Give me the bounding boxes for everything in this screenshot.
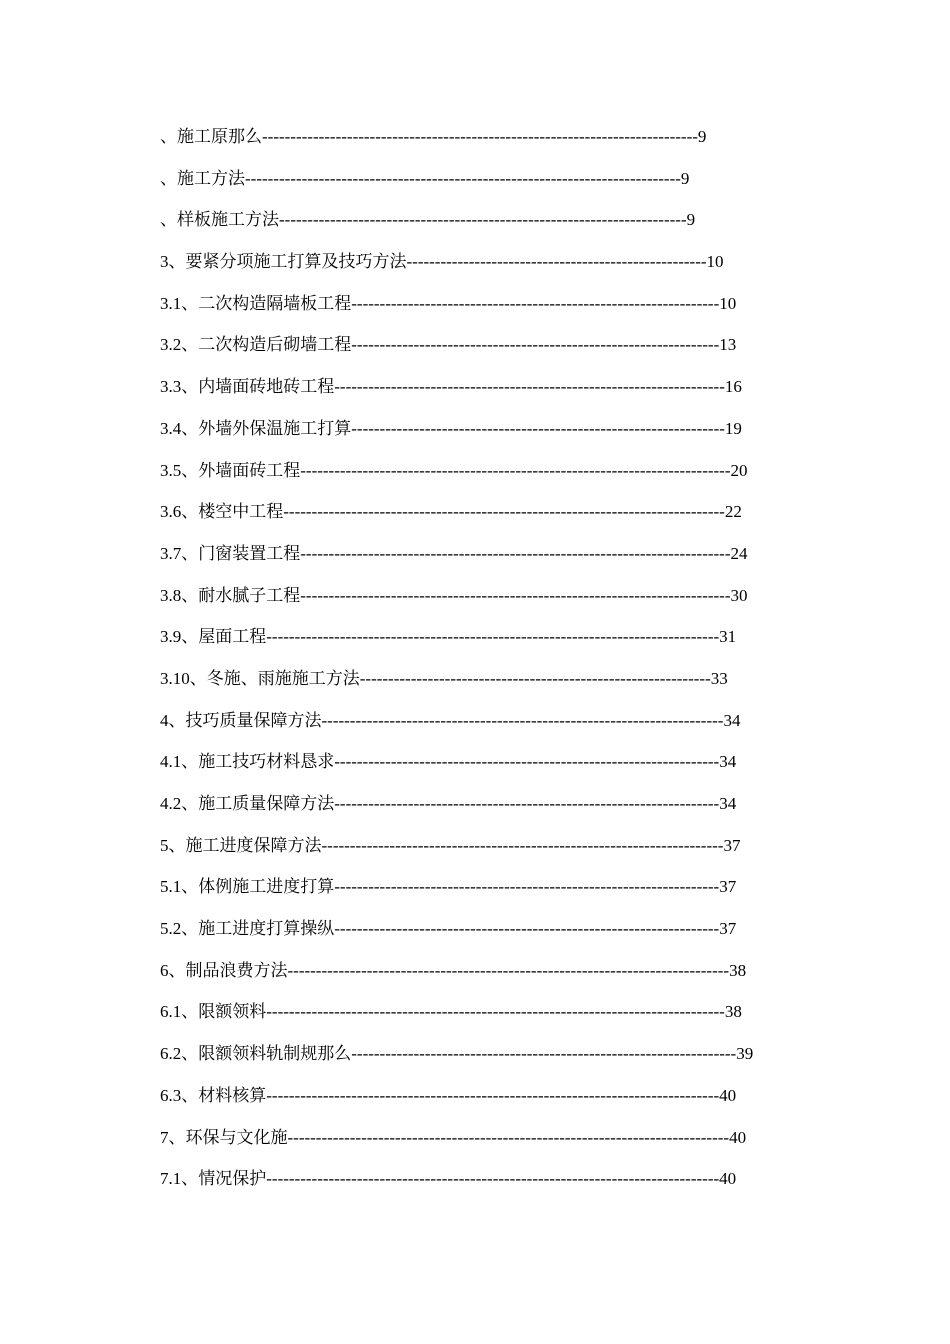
- toc-leader-dots: --------------------------------------------------------------------------------: [266, 1085, 720, 1105]
- toc-entry[interactable]: [160, 450, 860, 492]
- toc-page-number: 22: [724, 502, 742, 522]
- toc-entry-title: 6、制品浪费方法: [160, 960, 288, 980]
- toc-entry[interactable]: [160, 1117, 860, 1159]
- toc-entry-title: 3.6、楼空中工程: [160, 502, 284, 522]
- toc-entry-title: 3.5、外墙面砖工程: [160, 460, 301, 480]
- toc-leader-dots: ------------------------------------------------------------------: [351, 418, 725, 438]
- toc-leader-dots: --------------------------------------------------------------: [359, 668, 711, 688]
- toc-entry[interactable]: [160, 866, 860, 908]
- toc-page-number: 39: [736, 1044, 754, 1064]
- toc-leader-dots: ----------------------------------------------------------------------------: [300, 543, 731, 563]
- toc-leader-dots: -----------------------------------------------------------------------: [321, 710, 724, 730]
- toc-leader-dots: --------------------------------------------------------------------: [351, 1044, 737, 1064]
- toc-entry[interactable]: [160, 324, 860, 366]
- toc-page-number: 33: [710, 668, 728, 688]
- toc-page-number: 24: [730, 543, 748, 563]
- toc-leader-dots: -----------------------------------------------------------------: [351, 335, 720, 355]
- toc-leader-dots: ---------------------------------------------------------------------: [334, 377, 725, 397]
- toc-entry[interactable]: [160, 533, 860, 575]
- toc-leader-dots: -----------------------------------------------------------------------------: [245, 168, 681, 188]
- toc-page-number: 9: [697, 127, 707, 146]
- toc-entry-title: 4.1、施工技巧材料恳求: [160, 752, 335, 772]
- toc-entry-title: 3.9、屋面工程: [160, 627, 267, 647]
- toc-entry[interactable]: [160, 199, 860, 241]
- toc-entry[interactable]: [160, 158, 860, 200]
- toc-entry-title: 7.1、情况保护: [160, 1169, 267, 1189]
- toc-entry[interactable]: [160, 283, 860, 325]
- toc-entry[interactable]: [160, 908, 860, 950]
- toc-page-number: 38: [729, 960, 747, 980]
- toc-entry-title: 3.3、内墙面砖地砖工程: [160, 377, 335, 397]
- toc-entry-title: 、施工方法: [160, 168, 245, 188]
- toc-entry[interactable]: [160, 491, 860, 533]
- toc-page-number: 9: [686, 210, 696, 230]
- toc-leader-dots: ----------------------------------------------------------------------------: [300, 460, 731, 480]
- toc-leader-dots: ------------------------------------------------------------------------: [279, 210, 687, 230]
- toc-leader-dots: ----------------------------------------------------------------------------: [300, 585, 731, 605]
- toc-entry-title: 3.2、二次构造后砌墙工程: [160, 335, 352, 355]
- toc-entry[interactable]: [160, 1033, 860, 1075]
- toc-page-number: 10: [706, 252, 724, 272]
- toc-entry[interactable]: [160, 241, 860, 283]
- toc-entry-title: 、样板施工方法: [160, 210, 279, 230]
- toc-entry-title: 3.8、耐水腻子工程: [160, 585, 301, 605]
- toc-entry-title: 3.10、冬施、雨施施工方法: [160, 668, 360, 688]
- toc-page-number: 40: [719, 1085, 737, 1105]
- toc-entry[interactable]: [160, 825, 860, 867]
- toc-leader-dots: ---------------------------------------------------------------------------------: [266, 1002, 725, 1022]
- table-of-contents: [160, 116, 860, 1200]
- toc-entry-title: 5.2、施工进度打算操纵: [160, 919, 335, 939]
- toc-leader-dots: -----------------------------------------------------------------------------: [262, 127, 698, 146]
- toc-entry[interactable]: [160, 950, 860, 992]
- toc-leader-dots: --------------------------------------------------------------------: [334, 794, 720, 813]
- toc-page-number: 16: [724, 377, 742, 397]
- toc-page-number: 30: [730, 585, 748, 605]
- toc-entry[interactable]: [160, 658, 860, 700]
- toc-page-number: 37: [719, 877, 737, 897]
- toc-page-number: 9: [680, 168, 690, 188]
- toc-entry-title: 、施工原那么: [160, 127, 262, 146]
- toc-page-number: 34: [723, 710, 741, 730]
- toc-page-number: 34: [719, 752, 737, 772]
- toc-entry-title: 3.1、二次构造隔墙板工程: [160, 293, 352, 313]
- toc-page-number: 40: [719, 1169, 737, 1189]
- toc-entry[interactable]: [160, 741, 860, 783]
- toc-entry[interactable]: [160, 616, 860, 658]
- toc-page-number: 10: [719, 293, 737, 313]
- toc-leader-dots: --------------------------------------------------------------------------------: [266, 1169, 720, 1189]
- toc-entry[interactable]: [160, 991, 860, 1033]
- toc-page-number: 37: [723, 835, 741, 855]
- toc-entry-title: 6.3、材料核算: [160, 1085, 267, 1105]
- toc-entry[interactable]: [160, 116, 860, 158]
- toc-page-number: 20: [730, 460, 748, 480]
- toc-entry[interactable]: [160, 700, 860, 742]
- toc-leader-dots: --------------------------------------------------------------------: [334, 877, 720, 897]
- toc-entry-title: 6.1、限额领料: [160, 1002, 267, 1022]
- toc-leader-dots: --------------------------------------------------------------------: [334, 919, 720, 939]
- toc-entry[interactable]: [160, 366, 860, 408]
- toc-leader-dots: -----------------------------------------------------: [406, 252, 707, 272]
- toc-entry-title: 5.1、体例施工进度打算: [160, 877, 335, 897]
- toc-leader-dots: ------------------------------------------------------------------------------: [283, 502, 725, 522]
- toc-leader-dots: ------------------------------------------------------------------------------: [287, 1127, 730, 1147]
- toc-page-number: 31: [719, 627, 737, 647]
- toc-entry-title: 3、要紧分项施工打算及技巧方法: [160, 252, 407, 272]
- toc-leader-dots: --------------------------------------------------------------------------------: [266, 627, 720, 647]
- toc-entry[interactable]: [160, 1158, 860, 1200]
- toc-entry[interactable]: [160, 1075, 860, 1117]
- toc-entry-title: 3.4、外墙外保温施工打算: [160, 418, 352, 438]
- toc-page-number: 37: [719, 919, 737, 939]
- toc-leader-dots: ------------------------------------------------------------------------------: [287, 960, 730, 980]
- toc-entry[interactable]: [160, 408, 860, 450]
- toc-page-number: 40: [729, 1127, 747, 1147]
- toc-entry-title: 4.2、施工质量保障方法: [160, 794, 335, 813]
- toc-leader-dots: --------------------------------------------------------------------: [334, 752, 720, 772]
- toc-entry-title: 6.2、限额领料轨制规那么: [160, 1044, 352, 1064]
- toc-entry-title: 3.7、门窗装置工程: [160, 543, 301, 563]
- toc-entry-title: 4、技巧质量保障方法: [160, 710, 322, 730]
- toc-leader-dots: -----------------------------------------------------------------------: [321, 835, 724, 855]
- toc-entry-title: 5、施工进度保障方法: [160, 835, 322, 855]
- toc-page-number: 19: [724, 418, 742, 438]
- toc-entry[interactable]: [160, 783, 860, 825]
- toc-entry[interactable]: [160, 575, 860, 617]
- toc-entry-title: 7、环保与文化施: [160, 1127, 288, 1147]
- toc-leader-dots: -----------------------------------------------------------------: [351, 293, 720, 313]
- toc-page-number: 38: [724, 1002, 742, 1022]
- toc-page-number: 13: [719, 335, 737, 355]
- toc-page-number: 34: [719, 794, 737, 813]
